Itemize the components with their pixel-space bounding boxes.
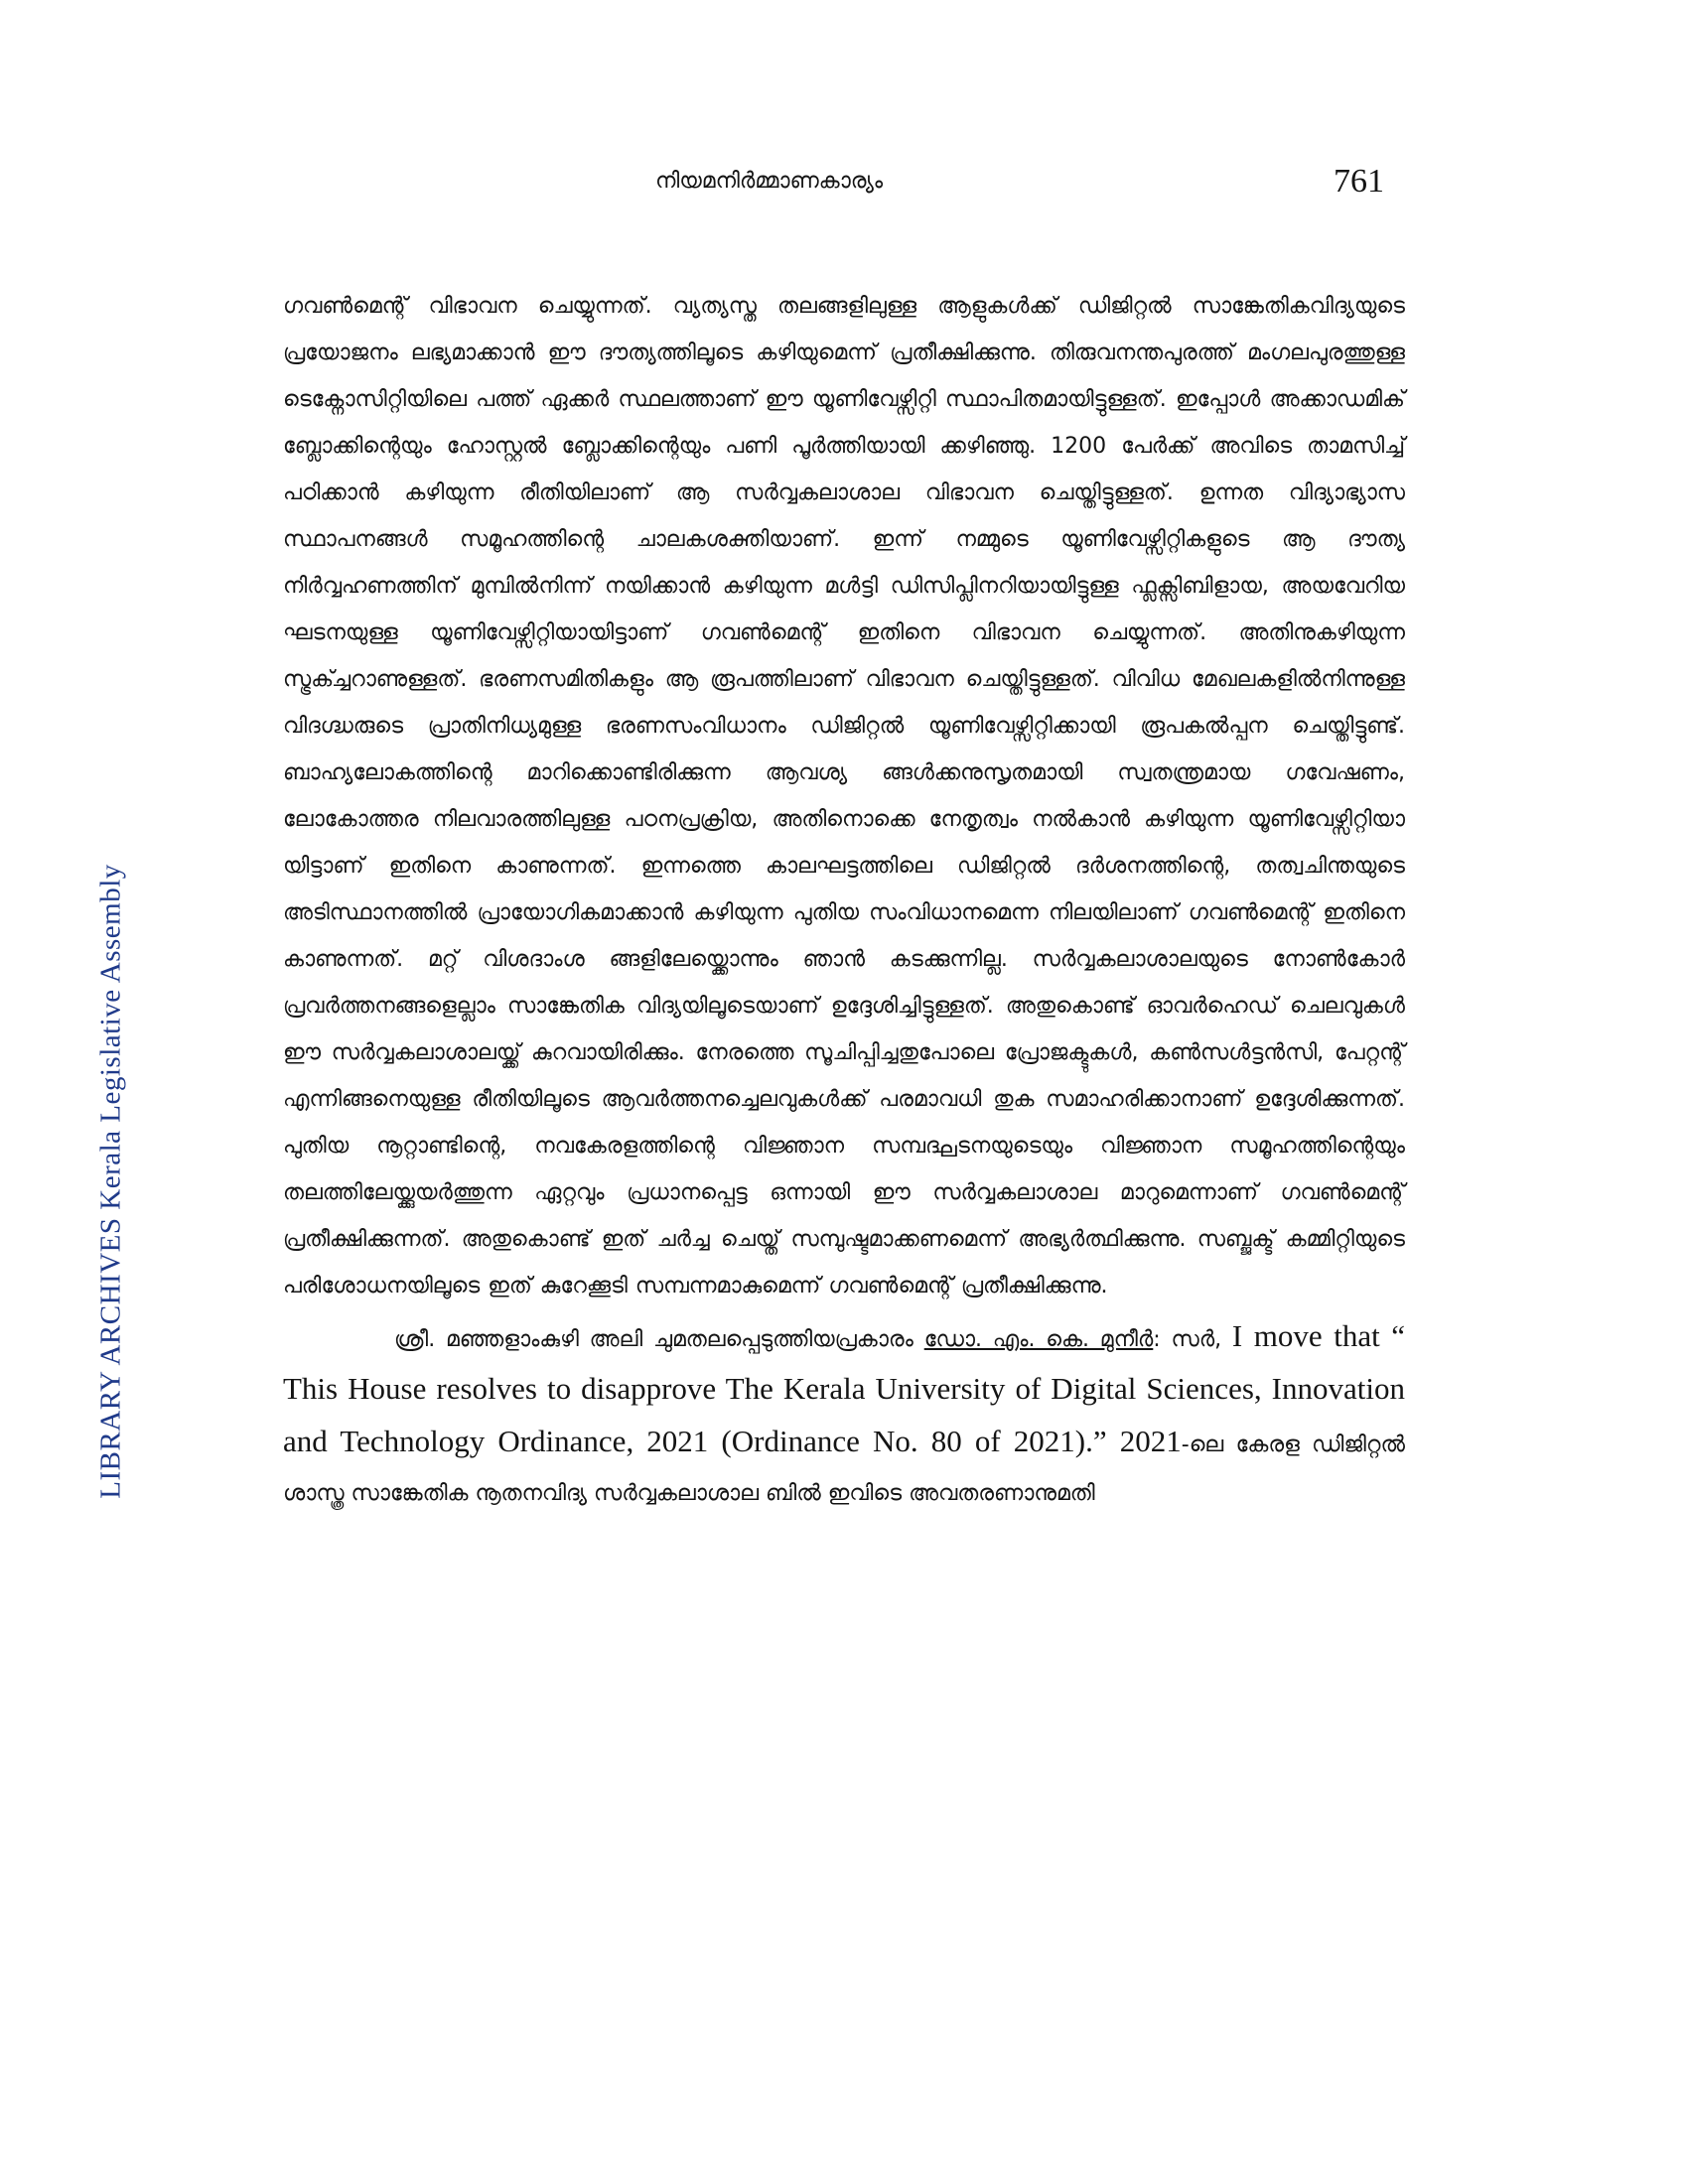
running-header-title: നിയമനിർമ്മാണകാര്യം [655,169,884,194]
speech-paragraph: ഗവൺമെന്റ് വിഭാവന ചെയ്യുന്നത്. വ്യത്യസ്ത തലങ്ങളിലുള്ള ആളുകൾക്ക് ഡിജിറ്റൽ സാങ്കേതികവിദ്യയുടെ പ്രയോജനം ലഭ്യമാക്കാൻ ഈ ദൗത്യത്തിലൂടെ കഴിയുമെന്ന് പ്രതീക്ഷിക്കുന്നു. തിരുവനന്തപുരത്ത് മംഗലപുരത്തുള്ള ടെക്നോസിറ്റിയിലെ പത്ത് ഏക്കർ സ്ഥലത്താണ് ഈ യൂണിവേഴ്സിറ്റി സ്ഥാപിതമായിട്ടുള്ളത്. ഇപ്പോൾ അക്കാഡമിക് ബ്ലോക്കിന്റെയും ഹോസ്റ്റൽ ബ്ലോക്കിന്റെയും പണി പൂർത്തിയായി ക്കഴിഞ്ഞു. 1200 പേർക്ക് അവിടെ താമസിച്ച് പഠിക്കാൻ കഴിയുന്ന രീതിയിലാണ് ആ സർവ്വകലാശാല വിഭാവന ചെയ്തിട്ടുള്ളത്. ഉന്നത വിദ്യാഭ്യാസ സ്ഥാപനങ്ങൾ സമൂഹത്തിന്റെ ചാലകശക്തിയാണ്. ഇന്ന് നമ്മുടെ യൂണിവേഴ്സിറ്റികളുടെ ആ ദൗത്യ നിർവ്വഹണത്തിന് മുമ്പിൽനിന്ന് നയിക്കാൻ കഴിയുന്ന മൾട്ടി ഡിസിപ്ലിനറിയായിട്ടുള്ള ഫ്ലക്സിബിളായ, അയവേറിയ ഘടനയുള്ള യൂണിവേഴ്സിറ്റിയായിട്ടാണ് ഗവൺമെന്റ് ഇതിനെ വിഭാവന ചെയ്യുന്നത്. അതിനുകഴിയുന്ന സ്ട്രക്ച്ചറാണുള്ളത്. ഭരണസമിതികളും ആ രൂപത്തിലാണ് വിഭാവന ചെയ്തിട്ടുള്ളത്. വിവിധ മേഖലകളിൽനിന്നുള്ള വിദഗ്ദ്ധരുടെ പ്രാതിനിധ്യമുള്ള ഭരണസംവിധാനം ഡിജിറ്റൽ യൂണിവേഴ്സിറ്റിക്കായി രൂപകൽപ്പന ചെയ്തിട്ടുണ്ട്. ബാഹ്യലോകത്തിന്റെ മാറിക്കൊണ്ടിരിക്കുന്ന ആവശ്യ ങ്ങൾക്കനുസൃതമായി സ്വതന്ത്രമായ ഗവേഷണം, ലോകോത്തര നിലവാരത്തിലുള്ള പഠനപ്രക്രിയ, അതിനൊക്കെ നേതൃത്വം നൽകാൻ കഴിയുന്ന യൂണിവേഴ്സിറ്റിയാ യിട്ടാണ് ഇതിനെ കാണുന്നത്. ഇന്നത്തെ കാലഘട്ടത്തിലെ ഡിജിറ്റൽ ദർശനത്തിന്റെ, തത്വചിന്തയുടെ അടിസ്ഥാനത്തിൽ പ്രായോഗികമാക്കാൻ കഴിയുന്ന പുതിയ സംവിധാനമെന്ന നിലയിലാണ് ഗവൺമെന്റ് ഇതിനെ കാണുന്നത്. മറ്റ് വിശദാംശ ങ്ങളിലേയ്ക്കൊന്നും ഞാൻ കടക്കുന്നില്ല. സർവ്വകലാശാലയുടെ നോൺകോർ പ്രവർത്തനങ്ങളെല്ലാം സാങ്കേതിക വിദ്യയിലൂടെയാണ് ഉദ്ദേശിച്ചിട്ടുള്ളത്. അതുകൊണ്ട് ഓവർഹെഡ് ചെലവുകൾ ഈ സർവ്വകലാശാലയ്ക്ക് കുറവായിരിക്കും. നേരത്തെ സൂചിപ്പിച്ചതുപോലെ പ്രോജക്ടുകൾ, കൺസൾട്ടൻസി, പേറ്റന്റ് എന്നിങ്ങനെയുള്ള രീതിയിലൂടെ ആവർത്തനച്ചെലവുകൾക്ക് പരമാവധി തുക സമാഹരിക്കാനാണ് ഉദ്ദേശിക്കുന്നത്. പുതിയ നൂറ്റാണ്ടിന്റെ, നവകേരളത്തിന്റെ വിജ്ഞാന സമ്പദ്ഘടനയുടെയും വിജ്ഞാന സമൂഹത്തിന്റെയും തലത്തിലേയ്ക്കുയർത്തുന്ന ഏറ്റവും പ്രധാനപ്പെട്ട ഒന്നായി ഈ സർവ്വകലാശാല മാറുമെന്നാണ് ഗവൺമെന്റ് പ്രതീക്ഷിക്കുന്നത്. അതുകൊണ്ട് ഇത് ചർച്ച ചെയ്ത് സമ്പുഷ്ടമാക്കണമെന്ന് അഭ്യർത്ഥിക്കുന്നു. സബ്ജക്ട് കമ്മിറ്റിയുടെ പരിശോധനയിലൂടെ ഇത് കുറേക്കൂടി സമ്പന്നമാകുമെന്ന് ഗവൺമെന്റ് പ്രതീക്ഷിക്കുന്നു. [283,294,1406,1298]
library-archives-watermark: LIBRARY ARCHIVES Kerala Legislative Assembly [94,864,127,1499]
motion-intro: ശ്രീ. മഞ്ഞളാംകുഴി അലി ചുമതലപ്പെടുത്തിയപ്രകാരം [394,1327,924,1352]
motion-paragraph [283,1311,1405,1518]
motion-continuation: -ലെ കേരള ഡിജിറ്റൽ ശാസ്ത്ര സാങ്കേതിക നൂതനവിദ്യ സർവ്വകലാശാല ബിൽ ഇവിടെ അവതരണാനുമതി [283,1433,1406,1506]
speaker-colon: : സർ, [1153,1327,1232,1352]
motion-english-text: I move that “ This House resolves to disapprove The Kerala University of Digital Sciences, Innovation and Technology Ordinance, 2021 (Ordinance No. 80 of 2021).” [283,1318,1406,1458]
page-number: 761 [1334,163,1384,200]
speaker-name: ഡോ. എം. കെ. മുനീർ [923,1327,1154,1352]
body-text [283,283,1405,1518]
bill-year: 2021 [1106,1424,1182,1458]
